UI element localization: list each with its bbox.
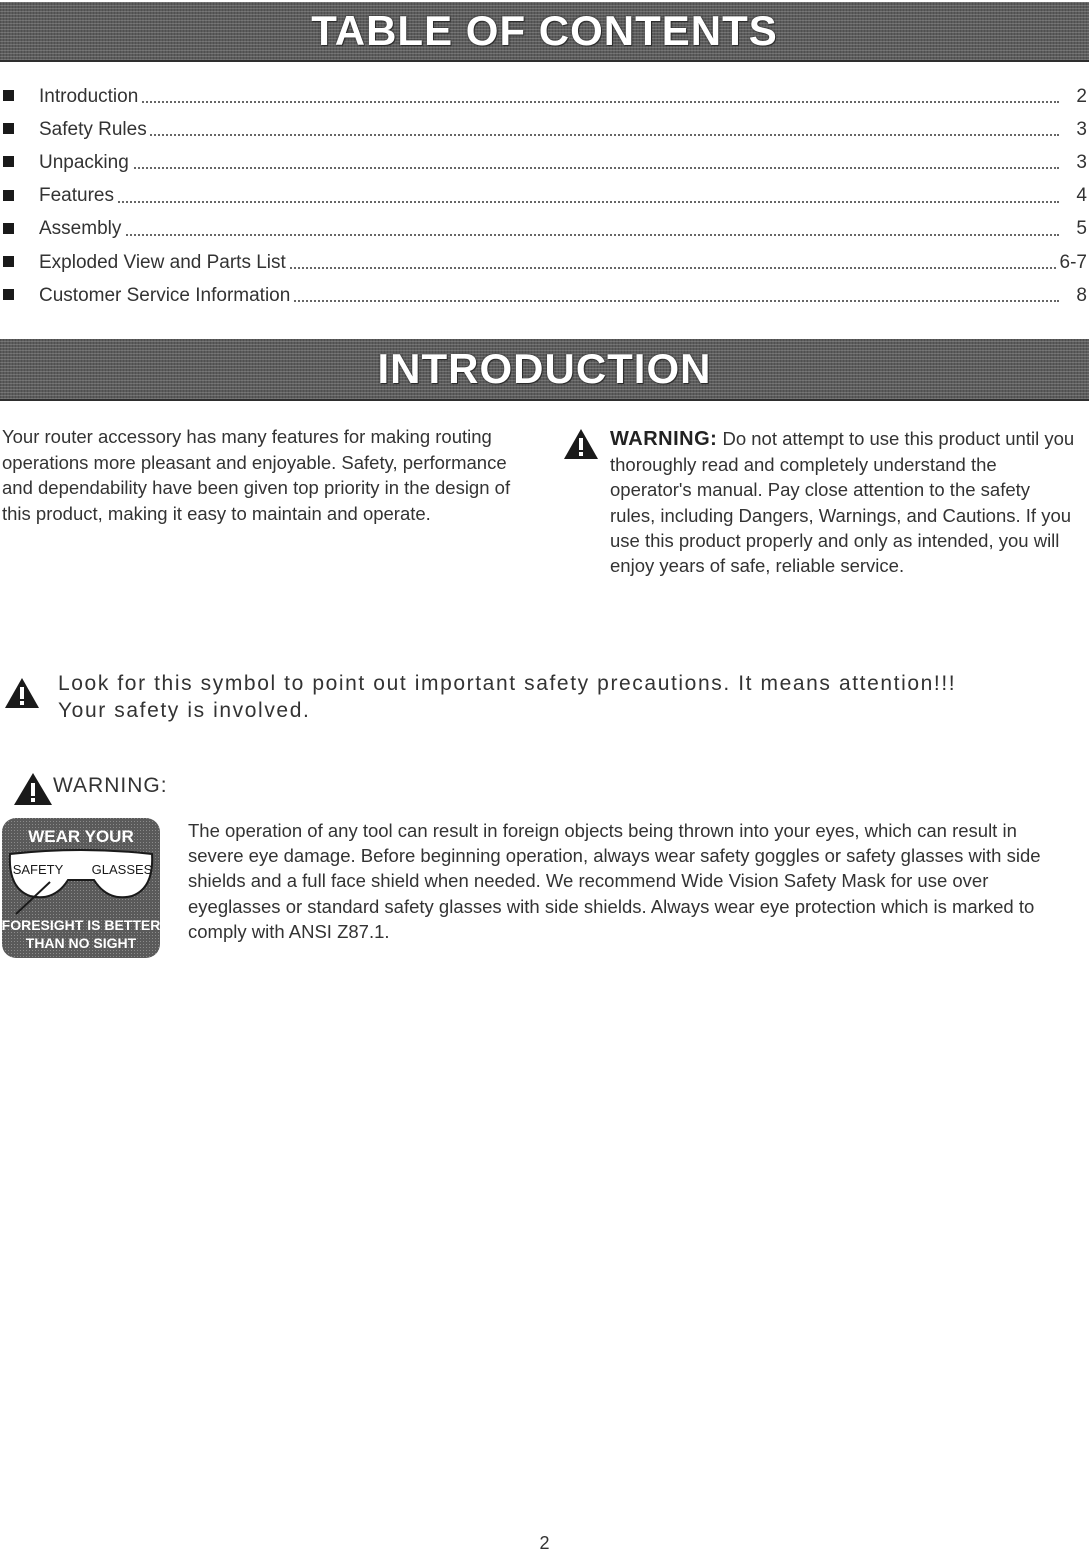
toc-item-page: 2 [1073, 86, 1087, 108]
square-bullet-icon [3, 256, 14, 267]
toc-list [0, 80, 1089, 312]
intro-warning-block [610, 426, 1080, 578]
toc-row[interactable] [0, 279, 1089, 312]
warning-triangle-icon [13, 772, 53, 806]
intro-paragraph: Your router accessory has many features for making routing operations more pleasant and enjoyable. Safety, performance and dependability have been given top priority in the design of this product, making it easy to maintain and operate. [2, 426, 511, 525]
badge-bottom-text-1: FORESIGHT IS BETTER [2, 917, 160, 933]
intro-title: INTRODUCTION [377, 345, 712, 392]
toc-row[interactable] [0, 180, 1089, 213]
attention-line-1: Look for this symbol to point out important safety precautions. It means attention!!! [58, 672, 957, 695]
dot-leader [39, 134, 1059, 136]
warning-triangle-icon [563, 428, 599, 460]
eye-warning-heading: WARNING: [53, 774, 168, 797]
badge-left-text: SAFETY [12, 862, 64, 877]
toc-item-label: Safety Rules [39, 119, 150, 141]
safety-glasses-badge-icon [2, 818, 160, 958]
toc-item-page: 3 [1073, 152, 1087, 174]
toc-row[interactable] [0, 213, 1089, 246]
toc-item-label: Assembly [39, 218, 124, 240]
toc-row[interactable] [0, 246, 1089, 279]
toc-item-page: 5 [1073, 218, 1087, 240]
toc-item-page: 6-7 [1057, 252, 1087, 274]
attention-note [58, 670, 1068, 724]
dot-leader [39, 234, 1059, 236]
toc-item-label: Features [39, 185, 117, 207]
toc-item-label: Introduction [39, 86, 141, 108]
toc-item-page: 4 [1073, 185, 1087, 207]
warning-label: WARNING: [610, 428, 718, 450]
toc-title: TABLE OF CONTENTS [311, 7, 778, 54]
toc-row[interactable] [0, 146, 1089, 179]
square-bullet-icon [3, 223, 14, 234]
dot-leader [39, 167, 1059, 169]
warning-text: Do not attempt to use this product until you thoroughly read and completely understand the operator's manual. Pay close attention to the safety rules, including Dangers, Warnings, and Cautions. If you use this product properly and only as intended, you will enjoy years of safe, reliable service. [610, 428, 1075, 577]
badge-right-text: GLASSES [91, 862, 153, 877]
dot-leader [39, 101, 1059, 103]
badge-top-text: WEAR YOUR [28, 827, 134, 846]
square-bullet-icon [3, 190, 14, 201]
square-bullet-icon [3, 289, 14, 300]
toc-banner [0, 2, 1089, 62]
toc-item-page: 8 [1073, 285, 1087, 307]
toc-item-label: Unpacking [39, 152, 132, 174]
toc-item-label: Customer Service Information [39, 285, 293, 307]
page-number: 2 [539, 1533, 550, 1553]
safety-alert-symbol-icon [4, 677, 40, 709]
toc-row[interactable] [0, 113, 1089, 146]
badge-bottom-text-2: THAN NO SIGHT [25, 935, 137, 951]
square-bullet-icon [3, 90, 14, 101]
eye-warning-text: The operation of any tool can result in foreign objects being thrown into your eyes, which can result in severe eye damage. Before beginning operation, always wear safety goggles or safety glasses with side shields and a full face shield when needed. We recommend Wide Vision Safety Mask for use over eyeglasses or standard safety glasses with side shields. Always wear eye protection which is marked to comply with ANSI Z87.1. [188, 820, 1041, 942]
attention-line-2: Your safety is involved. [58, 699, 311, 722]
square-bullet-icon [3, 123, 14, 134]
dot-leader [39, 201, 1059, 203]
toc-row[interactable] [0, 80, 1089, 113]
square-bullet-icon [3, 156, 14, 167]
toc-item-page: 3 [1073, 119, 1087, 141]
intro-banner [0, 339, 1089, 401]
toc-item-label: Exploded View and Parts List [39, 252, 289, 274]
